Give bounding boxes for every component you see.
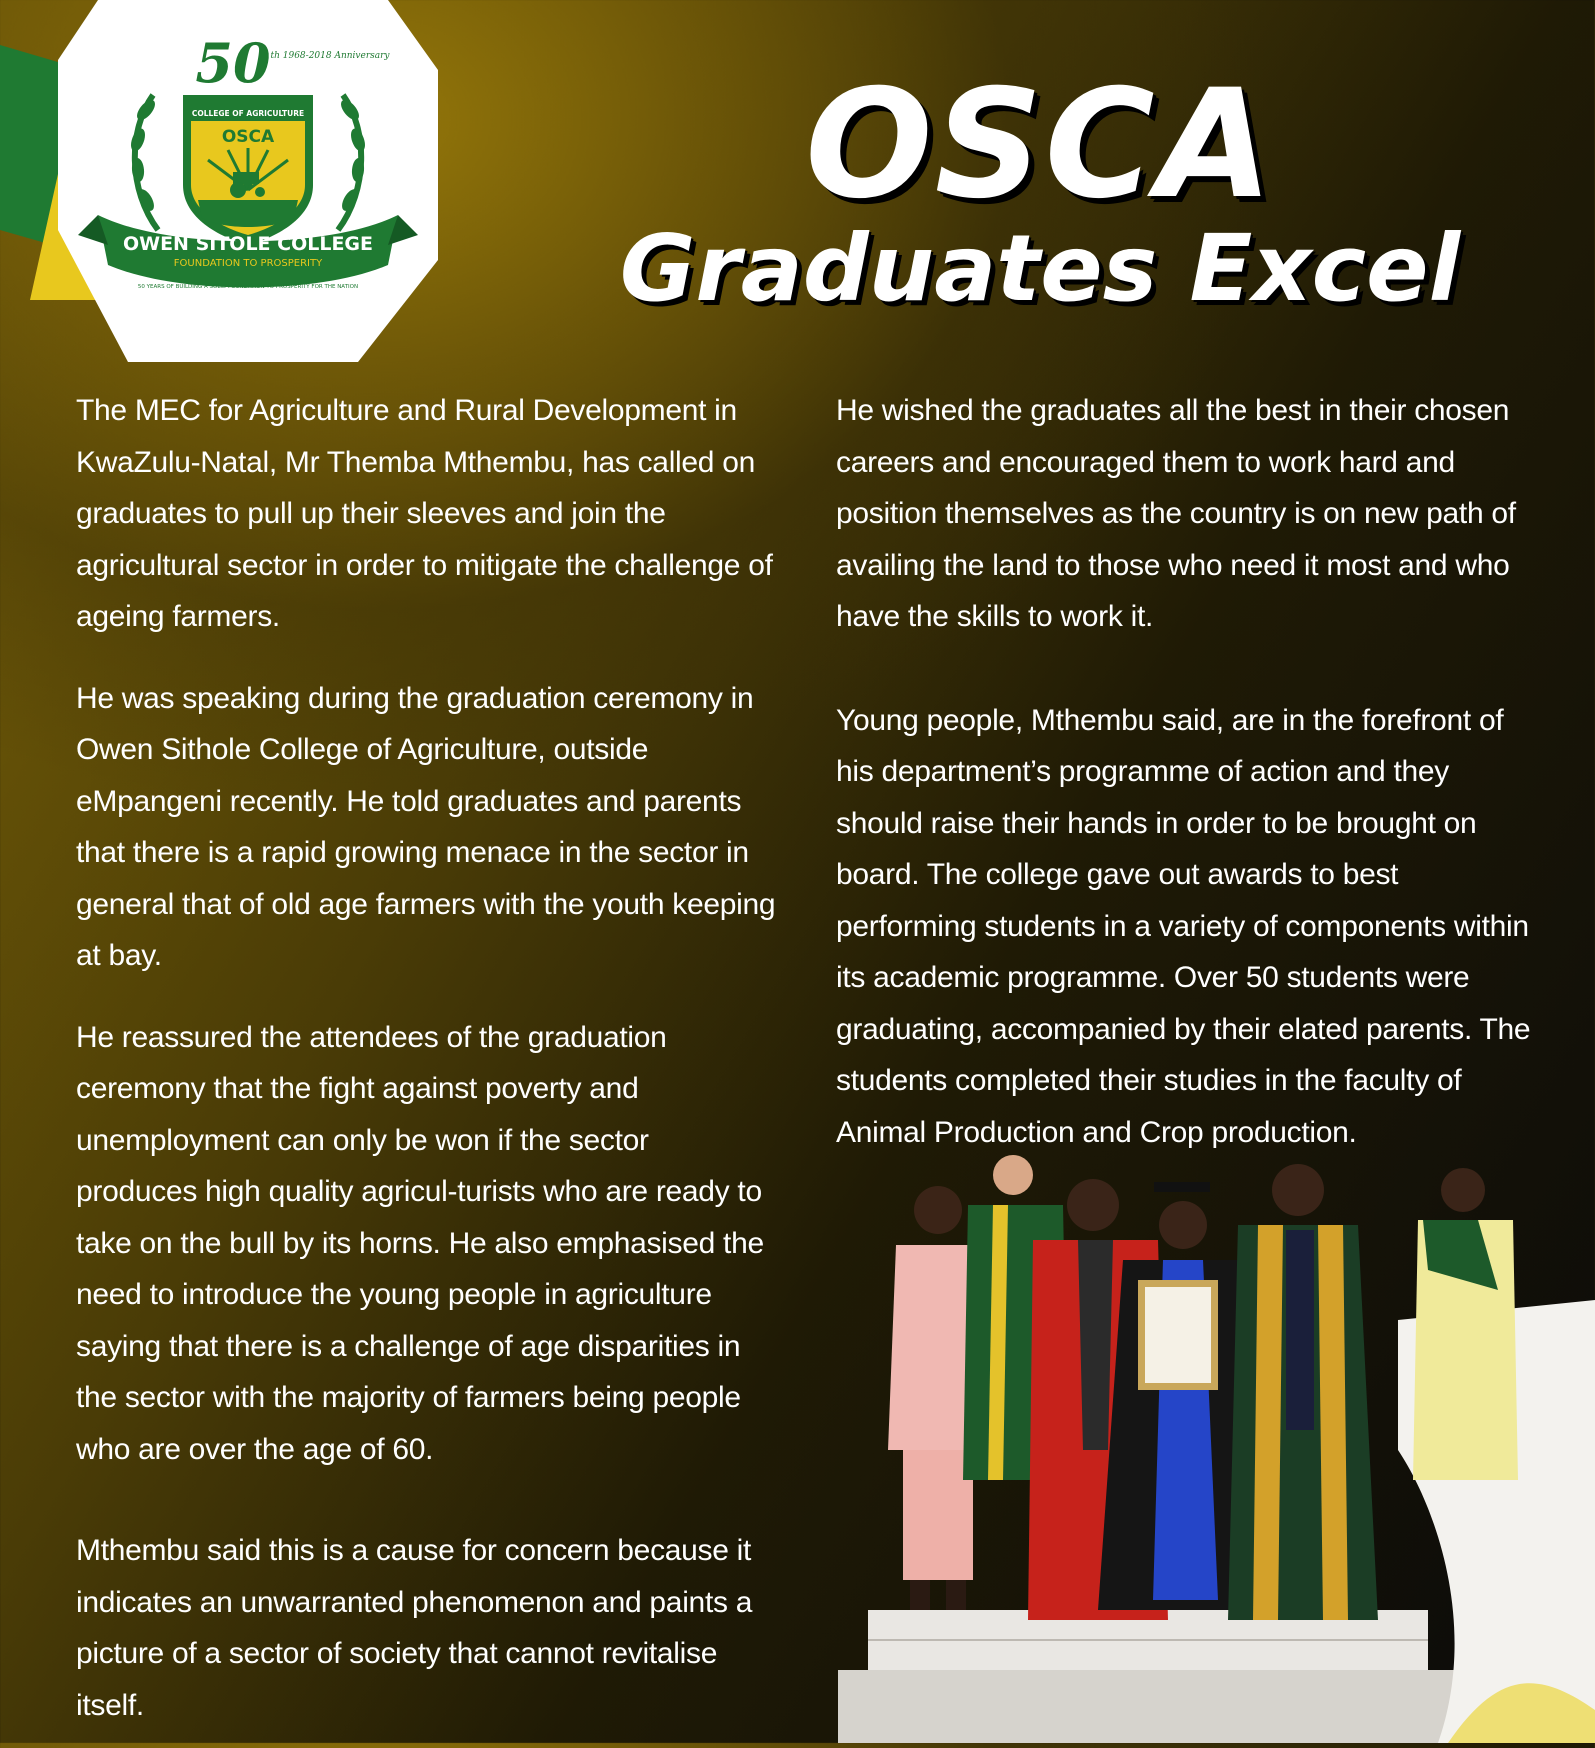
headline-sub: Graduates Excel — [619, 215, 1461, 322]
logo-college-of: COLLEGE OF AGRICULTURE — [191, 109, 305, 118]
left-column — [76, 385, 776, 1731]
paragraph: He reassured the attendees of the graduation ceremony that the fight against poverty and unemployment can only be won if the sector produces high quality agricul-turists who are ready to take on the bull by its horns. He also emphasised the need to introduce the young people in agriculture saying that there is a challenge of age disparities in the sector with the majority of farmers being people who are over the age of 60. — [76, 1020, 764, 1466]
anniversary-number: 50 — [195, 31, 271, 95]
headline — [540, 58, 1540, 324]
right-column — [836, 385, 1536, 1158]
paragraph: Young people, Mthembu said, are in the forefront of his department’s programme of action and they should raise their hands in order to be brought on board. The college gave out awards to best performing students in a variety of components within its academic programme. Over 50 students were graduating, accompanied by their elated parents. The students completed their studies in the faculty of Animal Production and Crop production. — [836, 703, 1531, 1149]
paragraph: Mthembu said this is a cause for concern because it indicates an unwarranted phenomenon and paints a picture of a sector of society that cannot revitalise itself. — [76, 1534, 753, 1722]
logo-motto: FOUNDATION TO PROSPERITY — [173, 258, 323, 269]
anniversary-text: th 1968-2018 Anniversary — [270, 51, 390, 61]
college-logo — [58, 0, 438, 362]
graduation-photo — [838, 1150, 1595, 1743]
logo-acronym: OSCA — [221, 127, 275, 147]
headline-main: OSCA — [805, 58, 1275, 232]
paragraph: He wished the graduates all the best in their chosen careers and encouraged them to work hard and position themselves as the country is on new path of availing the land to those who need it most and who have the skills to work it. — [836, 394, 1516, 633]
logo-bottom-text: 50 YEARS OF BUILDING A SOLID FOUNDATION TO PROSPERITY FOR THE NATION — [137, 284, 359, 290]
logo-ribbon-name: OWEN SITOLE COLLEGE — [122, 233, 374, 255]
paragraph: The MEC for Agriculture and Rural Development in KwaZulu-Natal, Mr Themba Mthembu, has called on graduates to pull up their sleeves and join the agricultural sector in order to mitigate the challenge of ageing farmers. — [76, 394, 773, 633]
paragraph: He was speaking during the graduation ceremony in Owen Sithole College of Agriculture, outside eMpangeni recently. He told graduates and parents that there is a rapid growing menace in the sector in general that of old age farmers with the youth keeping at bay. — [76, 681, 776, 972]
